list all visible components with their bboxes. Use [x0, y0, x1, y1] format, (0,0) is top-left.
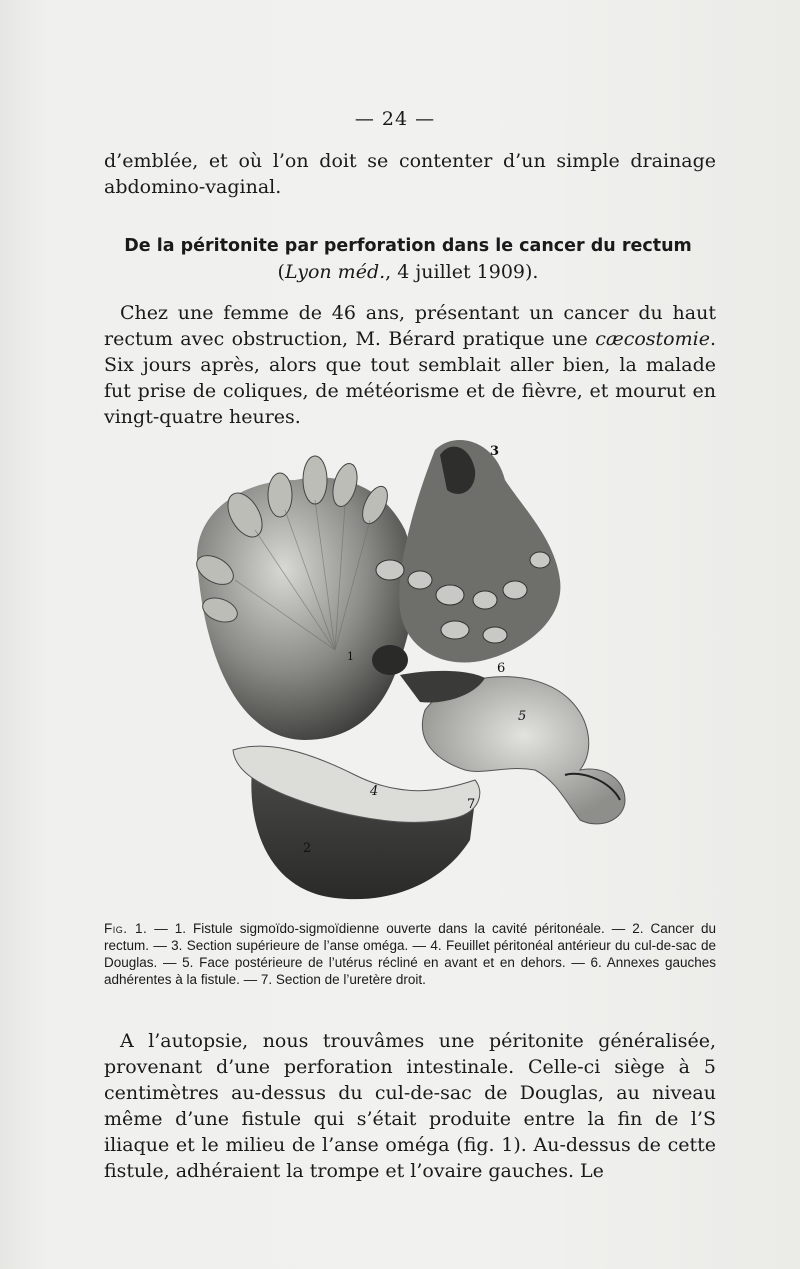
heading-source: Lyon méd.: [284, 261, 386, 283]
paragraph-autopsy: A l’autopsie, nous trouvâmes une péritonite généralisée, provenant d’une perforation intestinale. Celle-ci siège à 5 centimètres au-dessus du cul-de-sac de Douglas, au niveau même d’une fistule qui s’était produite entre la fin de l’S iliaque et le milieu de l’anse oméga (fig. 1). Au-dessus de cette fistule, adhéraient la trompe et l’ovaire gauches. Le: [104, 1030, 716, 1182]
figure-label-3: 3: [490, 444, 500, 459]
figure-label-7: 7: [467, 797, 476, 812]
page-number: — 24 —: [354, 108, 436, 130]
anatomical-figure: [185, 420, 635, 905]
paragraph-case-text-end: . Six jours après, alors que tout semblait aller bien, la malade fut prise de coliques, de météorisme et de fièvre, et mourut en vingt-quatre heures.: [104, 328, 716, 428]
paragraph-case: [104, 300, 716, 430]
figure-label-4: 4: [370, 784, 379, 799]
caption-text: — 1. Fistule sigmoïdo-sigmoïdienne ouverte dans la cavité péritonéale. — 2. Cancer du rectum. — 3. Section supérieure de l’anse oméga. — 4. Feuillet péritonéal antérieur du cul-de-sac de Douglas. — 5. Face postérieure de l’utérus récliné en avant et en dehors. — 6. Annexes gauches adhérentes à la fistule. — 7. Section de l’uretère droit.: [104, 921, 717, 987]
paragraph-case-text: Chez une femme de 46 ans, présentant un cancer du haut rectum avec obstruction, M. Bérard pratique une: [104, 302, 716, 350]
caption-fig-label: Fig. 1.: [104, 921, 148, 936]
heading-open: (: [277, 261, 285, 283]
figure-label-5: 5: [518, 709, 527, 724]
figure-label-6: 6: [497, 661, 506, 676]
heading-date: , 4 juillet 1909).: [385, 261, 539, 283]
figure-label-1: 1: [347, 650, 354, 663]
heading-title: De la péritonite par perforation dans le cancer du rectum: [124, 236, 692, 256]
paragraph-intro: d’emblée, et où l’on doit se contenter d’un simple drainage abdomino-vaginal.: [104, 150, 716, 198]
section-heading: [96, 232, 720, 285]
figure-caption: [104, 920, 716, 988]
figure-label-2: 2: [303, 841, 312, 856]
paragraph-case-italic: cæcostomie: [595, 328, 710, 350]
